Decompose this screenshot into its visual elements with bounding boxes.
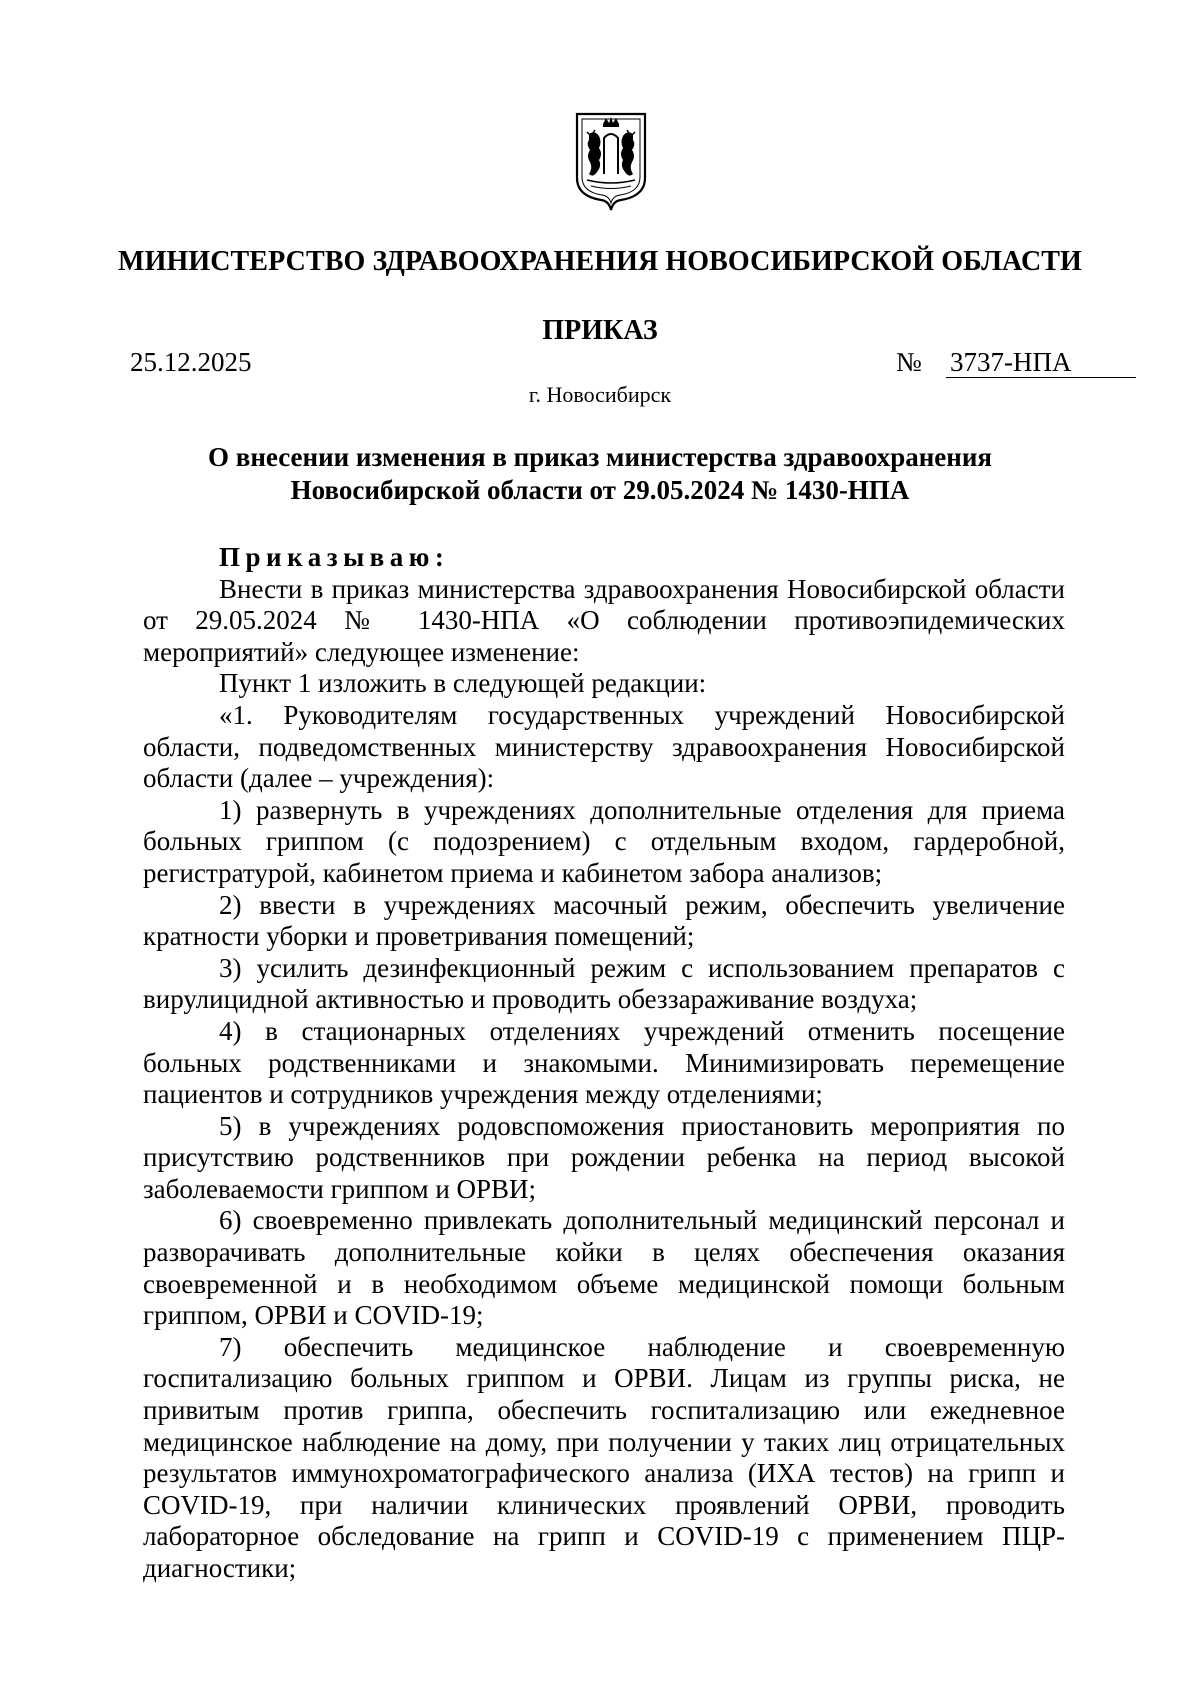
order-number-block <box>896 347 1136 378</box>
body-paragraph: Пункт 1 изложить в следующей редакции: <box>219 668 707 699</box>
ministry-title: МИНИСТЕРСТВО ЗДРАВООХРАНЕНИЯ НОВОСИБИРСКОЙ ОБЛАСТИ <box>118 246 1082 277</box>
list-item: 1) развернуть в учреждениях дополнительные отделения для приема больных гриппом (с подозрением) с отдельным входом, гардеробной, регистратурой, кабинетом приема и кабинетом забора анализов; <box>143 794 1065 888</box>
command-word: Приказываю: <box>219 542 450 572</box>
list-item: 4) в стационарных отделениях учреждений отменить посещение больных родственниками и знакомыми. Минимизировать перемещение пациентов и сотрудников учреждения между отделениями; <box>143 1015 1065 1110</box>
subject-line: О внесении изменения в приказ министерства здравоохранения <box>208 442 992 472</box>
order-body <box>143 542 1065 1585</box>
subject-line: Новосибирской области от 29.05.2024 № 1430-НПА <box>290 475 910 505</box>
list-item: 6) своевременно привлекать дополнительный медицинский персонал и разворачивать дополнительные койки в целях обеспечения оказания своевременной и в необходимом объеме медицинской помощи больным гриппом, ОРВИ и COVID-19; <box>143 1205 1065 1331</box>
list-item: 7) обеспечить медицинское наблюдение и своевременную госпитализацию больных гриппом и ОРВИ. Лицам из группы риска, не привитым против гриппа, обеспечить госпитализацию или ежедневное медицинское наблюдение на дому, при получении у таких лиц отрицательных результатов иммунохроматографического анализа (ИХА тестов) на грипп и COVID-19, при наличии клинических проявлений ОРВИ, проводить лабораторное обследование на грипп и COVID-19 с применением ПЦР-диагностики; <box>143 1331 1065 1583</box>
body-paragraph: Внести в приказ министерства здравоохранения Новосибирской области от 29.05.2024 № 1430-НПА «О соблюдении противоэпидемических мероприятий» следующее изменение: <box>143 573 1065 667</box>
document-type: ПРИКАЗ <box>542 315 658 346</box>
number-sign: № <box>896 347 922 377</box>
order-date: 25.12.2025 <box>130 347 252 377</box>
coat-of-arms-icon <box>575 112 647 216</box>
order-number: 3737-НПА <box>946 347 1136 378</box>
list-item: 5) в учреждениях родовспоможения приостановить мероприятия по присутствию родственников при рождении ребенка на период высокой заболеваемости гриппом и ОРВИ; <box>143 1110 1065 1204</box>
list-item: 2) ввести в учреждениях масочный режим, обеспечить увеличение кратности уборки и проветривания помещений; <box>143 889 1065 952</box>
issuing-city: г. Новосибирск <box>528 382 672 407</box>
body-paragraph: «1. Руководителям государственных учреждений Новосибирской области, подведомственных министерству здравоохранения Новосибирской области (далее – учреждения): <box>143 699 1065 794</box>
order-subject <box>130 441 1070 507</box>
list-item: 3) усилить дезинфекционный режим с использованием препаратов с вирулицидной активностью и проводить обеззараживание воздуха; <box>143 952 1065 1015</box>
